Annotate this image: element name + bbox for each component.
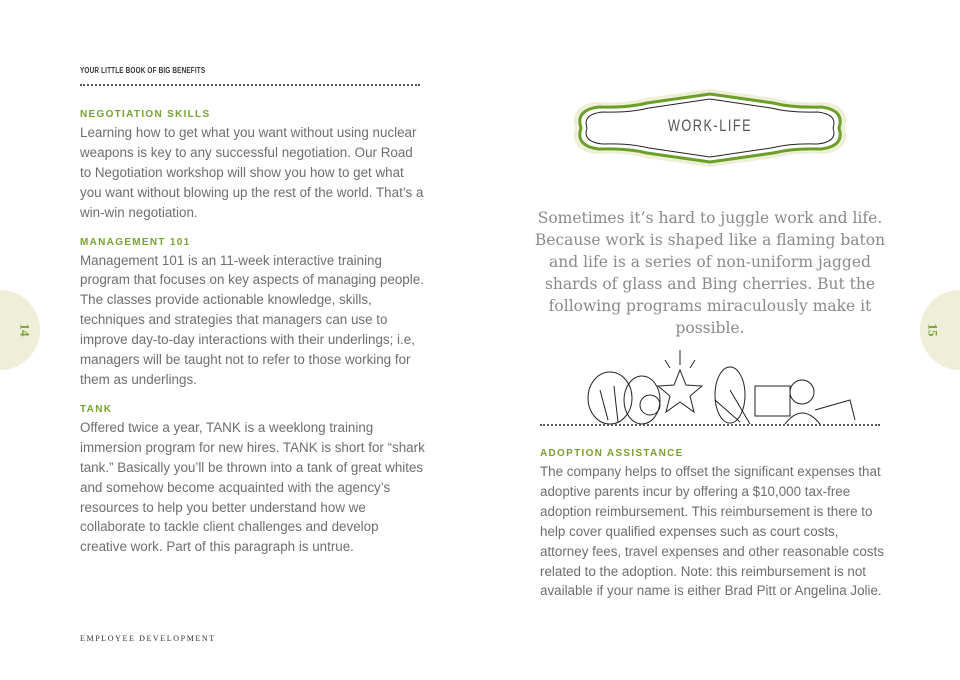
section-body: The company helps to offset the significant expenses that adoptive parents incur by offering a $10,000 tax-free adoption reimbursement. This reimbursement is there to help cover qualified expenses such as court costs, attorney fees, travel expenses and other reasonable costs related to the adoption. Note: this reimbursement is not available if your name is either Brad Pitt or Angelina Jolie. bbox=[540, 464, 884, 599]
section-management bbox=[80, 237, 425, 390]
section-adoption bbox=[540, 448, 885, 601]
right-column bbox=[540, 448, 885, 615]
intro-text: Sometimes it’s hard to juggle work and life. Because work is shaped like a flaming baton and life is a series of non-uniform jagged shards of glass and Bing cherries. But the following programs miraculously make it possible. bbox=[534, 209, 886, 337]
section-body: Offered twice a year, TANK is a weeklong training immersion program for new hires. TANK is short for “shark tank.” Basically you’ll be thrown into a tank of great whites and somehow become acquainted with the agency’s resources to help you better understand how we collaborate to tackle client challenges and develop creative work. Part of this paragraph is untrue. bbox=[80, 419, 425, 555]
section-heading: ADOPTION ASSISTANCE bbox=[540, 448, 684, 459]
section-tank bbox=[80, 404, 425, 557]
page-number-left: 14 bbox=[17, 323, 33, 337]
banner-title: WORK-LIFE bbox=[667, 116, 753, 135]
section-body: Learning how to get what you want without using nuclear weapons is key to any successful negotiation. Our Road to Negotiation workshop will show you how to get what you want without blowing up the rest of the world. That’s a win-win negotiation. bbox=[80, 125, 424, 220]
header-divider bbox=[80, 84, 420, 86]
section-heading: MANAGEMENT 101 bbox=[80, 236, 191, 248]
running-head: YOUR LITTLE BOOK OF BIG BENEFITS bbox=[80, 66, 206, 75]
section-body: Management 101 is an 11-week interactive training program that focuses on key aspects of managing people. The classes provide actionable knowledge, skills, techniques and strategies that managers can use to improve day-to-day interactions with their underlings; i.e, managers will be taught not to refer to those working for them as underlings. bbox=[80, 252, 424, 387]
page-number-right: 15 bbox=[925, 323, 941, 337]
intro-divider bbox=[540, 424, 880, 426]
footer-section-name: EMPLOYEE DEVELOPMENT bbox=[80, 634, 216, 643]
section-heading: NEGOTIATION SKILLS bbox=[80, 109, 211, 120]
left-column bbox=[80, 109, 425, 571]
section-negotiation bbox=[80, 109, 425, 223]
section-heading: TANK bbox=[80, 403, 113, 415]
office-illustration bbox=[570, 350, 860, 426]
